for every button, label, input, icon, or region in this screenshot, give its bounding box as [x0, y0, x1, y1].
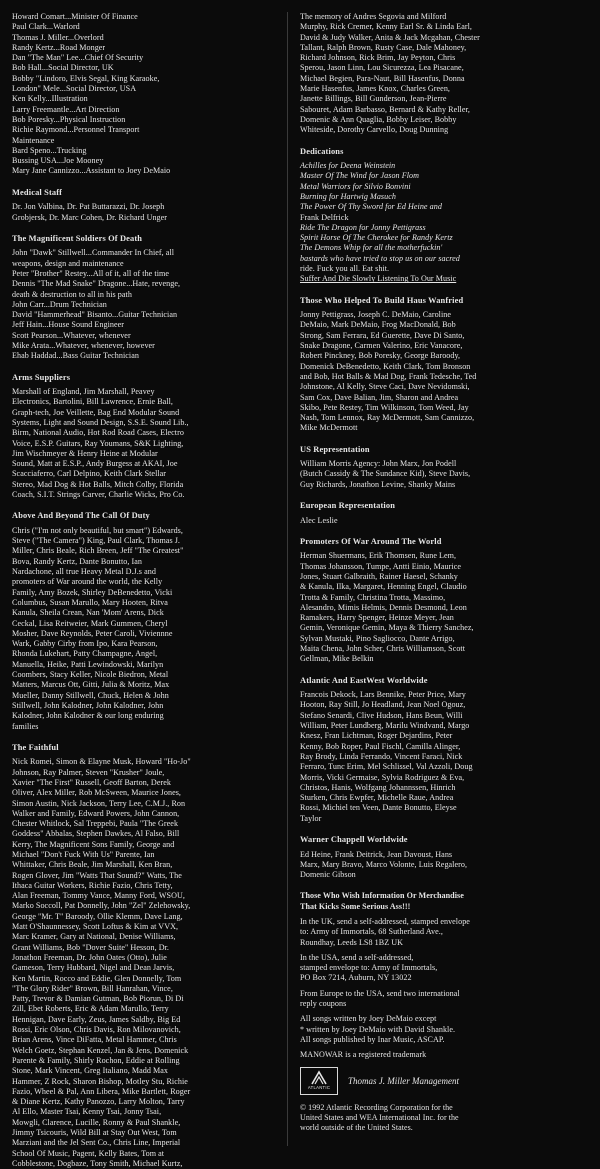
text-line: Sperou, Jason Linn, Lou Sicurezza, Lea Pisacane,	[300, 63, 464, 73]
text-line: Sturken, Chris Ewpfer, Michelle Raue, Andrea	[300, 793, 454, 803]
soldiers-section	[12, 234, 281, 362]
text-line: London" Mele...Social Director, USA	[12, 84, 137, 94]
text-line: Randy Kertz...Road Monger	[12, 42, 106, 52]
text-line: Brian Arens, Vince DiFatta, Metal Hammer, Chris	[12, 1035, 177, 1045]
text-line: DeMaio, Mark DeMaio, Frog MacDonald, Bob	[300, 320, 456, 330]
text-line: The Demons Whip for all the motherfuckin'	[300, 243, 443, 253]
text-line: Steve ("The Camera") King, Paul Clark, Thomas J.	[12, 536, 181, 546]
section-heading: The Magnificent Soldiers Of Death	[12, 233, 143, 243]
text-line: Whiteside, Dorothy Carvello, Doug Dunning	[300, 125, 449, 135]
text-line: David & Judy Walker, Anita & Jack Mcgahan, Chester	[300, 32, 480, 42]
text-line: weapons, design and maintenance	[12, 258, 124, 268]
text-line: ride. Fuck you all. Eat shit.	[300, 264, 390, 274]
text-line: Domenick DeBenedetto, Keith Clark, Tom Bronson	[300, 361, 471, 371]
text-line: Dan "The Man" Lee...Chief Of Security	[12, 53, 144, 63]
text-line: Jimmy Tsicouris, Wild Bill at Stay Out West, Tom	[12, 1128, 177, 1137]
text-line: Kerry, The Magnificent Sons Family, George and	[12, 839, 175, 849]
text-line: Marx, Mary Bravo, Marco Volonte, Luis Regalero,	[300, 859, 468, 869]
text-line: Maita Chena, John Scher, Chris Williamson, Scott	[300, 644, 466, 654]
text-line: Bussing USA...Joe Mooney	[12, 156, 104, 166]
text-line: & Kanula, Ilka, Margaret, Henning Engel, Claudio	[300, 582, 467, 592]
text-line: Hammer, Z Rock, Sharon Bishop, Motley Stu, Richie	[12, 1076, 188, 1086]
text-line: Hennigan, Dave Early, Zeus, James Saldby, Big Ed	[12, 1014, 181, 1024]
text-line: Xavier "The First" Russell, Geoff Barton, Derek	[12, 777, 171, 787]
text-line: Manuella, Heike, Patti Lewindowski, Marilyn	[12, 659, 164, 669]
text-line: Ferraro, Tunc Erim, Mel Schlissel, Val Azzoli, Doug	[300, 762, 473, 772]
management-logo: Thomas J. Miller Management	[348, 1075, 459, 1086]
european-representation-list	[300, 516, 590, 526]
text-line: Stone, Mark Vincent, Greg Italiano, Madd Max	[12, 1066, 168, 1076]
text-line: Mowgli, Clarence, Lucille, Ronny & Paul Shankle,	[12, 1117, 181, 1127]
text-line: Jeff Hain...House Sound Engineer	[12, 320, 125, 330]
text-line: Alan Freeman, Tommy Vance, Manny Ford, WSOU,	[12, 891, 185, 901]
text-line: Rhonda Lukehart, Patty Champagne, Angel,	[12, 649, 158, 659]
text-line: United States and WEA International Inc. for the	[300, 1112, 459, 1122]
above-beyond-section	[12, 511, 281, 731]
text-line: Family, Amy Bozek, Shirley DeBenedetto, Vicki	[12, 587, 173, 597]
text-line: John "Dawk" Stillwell...Commander In Chief, all	[12, 248, 175, 258]
soldiers-list	[12, 248, 281, 361]
promoters-section	[300, 537, 590, 665]
promoters-list	[300, 551, 590, 664]
text-line: Knesz, Fran Lichtman, Roger Dejardins, Peter	[300, 731, 453, 741]
text-line: "The Glory Rider" Brown, Bill Hanrahan, Vince,	[12, 983, 173, 993]
text-line: Marko Soccoll, Pat Donnelly, John "Zel" Zelehowsky,	[12, 901, 191, 911]
text-line: world outside of the United States.	[300, 1122, 413, 1132]
text-line: Nardachone, all true Heavy Metal D.J.s and	[12, 567, 156, 577]
text-line: From Europe to the USA, send two international	[300, 988, 460, 998]
text-line: John Carr...Drum Technician	[12, 299, 107, 309]
text-line: Rossi, Michiel ten Veen, Dante Bonutto, Eleyse	[300, 803, 457, 813]
faithful-list	[12, 757, 281, 1169]
text-line: Herman Shuermans, Erik Thomsen, Rune Lem,	[300, 551, 457, 561]
atlantic-eastwest-list	[300, 690, 590, 824]
text-line: Kenny, Bob Roper, Paul Fischl, Camilla Alinger,	[300, 741, 461, 751]
text-line: Systems, Light and Sound Design, S.S.E. Sound Lib.,	[12, 418, 189, 427]
text-line: Sylvan Mustaki, Pino Sagliocco, Dante Arrigo,	[300, 633, 455, 643]
text-line: Ride The Dragon for Jonny Pettigrass	[300, 222, 426, 232]
text-line: Paul Clark...Warlord	[12, 22, 80, 32]
text-line: Achilles for Deena Weinstein	[300, 161, 396, 171]
section-heading: Dedications	[300, 146, 344, 156]
text-line: Alesandro, Mimis Helmis, Dennis Desmond, Leon	[300, 602, 467, 612]
text-line: Electronics, Bartolini, Bill Lawrence, Ernie Ball,	[12, 397, 173, 407]
text-line: Hooton, Ray Still, Jo Headland, Jean Noel Ogouz,	[300, 700, 466, 710]
text-line: PO Box 7214, Auburn, NY 13022	[300, 973, 412, 983]
text-line: Ray Brody, Linda Ferrando, Vincent Faraci, Nick	[300, 751, 463, 761]
dedications-list	[300, 161, 590, 285]
text-line: Guy Richards, Jonathon Levine, Shanky Mains	[300, 479, 456, 489]
text-line: Metal Warriors for Silvio Bonvini	[300, 181, 411, 191]
text-line: © 1992 Atlantic Recording Corporation for the	[300, 1102, 453, 1112]
text-line: Trotta & Family, Christina Trotta, Massimo,	[300, 592, 446, 602]
text-line: Morris, Vicki Germaise, Sylvia Rodriguez & Eva,	[300, 772, 465, 782]
text-line: and Bob, Hot Balls & Mad Dog, Frank Tedesche, Ted	[300, 371, 477, 381]
atlantic-logo	[300, 1067, 338, 1095]
text-line: Rossi, Eric Olson, Chris Davis, Ron Milovanovich,	[12, 1025, 181, 1035]
text-line: families	[12, 721, 39, 731]
text-line: George "Mr. T" Baroody, Ollie Klemm, Dave Lang,	[12, 911, 183, 921]
text-line: (Butch Cassidy & The Sundance Kid), Steve Davis,	[300, 469, 471, 479]
text-line: bastards who have tried to stop us on our sacred	[300, 253, 460, 263]
text-line: Michael Begien, Para-Naut, Bill Hasenfus, Donna	[300, 73, 465, 83]
text-line: Ithaca Guitar Workers, Richie Fazio, Chris Tetty,	[12, 880, 173, 890]
text-line: Those Who Wish Information Or Merchandise	[300, 891, 464, 901]
text-line: David "Hammerhead" Bisanto...Guitar Technician	[12, 310, 178, 320]
section-heading: Those Who Helped To Build Haus Wanfried	[300, 295, 464, 305]
text-line: Miller, Chris Beale, Rich Breen, Jeff "The Greatest"	[12, 546, 184, 556]
text-line: Richard Johnson, Rick Brim, Jay Peyton, Chris	[300, 53, 456, 63]
merchandise-section	[300, 891, 590, 1132]
text-line: Al Ello, Master Tsai, Kenny Tsai, Jonny Tsai,	[12, 1107, 162, 1117]
text-line: Jones, Stuart Galbraith, Rainer Haesel, Schanky	[300, 571, 458, 581]
text-line: Sound, Matt at E.S.P., Andy Burgess at AKAI, Joe	[12, 459, 178, 469]
text-line: Stereo, Mad Dog & Hot Balls, Mitch Colby, Florida	[12, 479, 184, 489]
text-line: The memory of Andres Segovia and Milford	[300, 12, 447, 21]
text-line: Alec Leslie	[300, 515, 338, 525]
text-line: Stillwell, John Kalodner, John Kalodner, John	[12, 700, 164, 710]
text-line: Nash, Tom Lennox, Ray McDermott, Sam Cannizzo,	[300, 413, 475, 423]
text-line: promoters of War around the world, the Kelly	[12, 577, 163, 587]
faithful-section	[12, 743, 281, 1169]
text-line: Jonathon Freeman, Dr. John Oates (Otto), Julie	[12, 952, 167, 962]
text-line: Mary Jane Cannizzo...Assistant to Joey DeMaio	[12, 166, 171, 176]
text-line: Dr. Jon Valbina, Dr. Pat Buttarazzi, Dr. Joseph	[12, 202, 165, 212]
text-line: Kanula, Sheila Crean, Nan 'Mom' Arens, Dick	[12, 608, 164, 618]
text-line: Frank Delfrick	[300, 212, 349, 222]
section-heading: The Faithful	[12, 742, 59, 752]
text-line: Columbus, Susan Marullo, Mary Hooten, Ritva	[12, 597, 168, 607]
credits-list	[12, 12, 281, 177]
text-line: Howard Comart...Minister Of Finance	[12, 12, 138, 21]
text-line: Roundhay, Leeds LS8 1BZ UK	[300, 937, 404, 947]
uk-address	[300, 917, 590, 948]
copyright-notice	[300, 1103, 590, 1133]
text-line: Coach, S.I.T. Strings Carver, Charlie Wicks, Pro Co.	[12, 490, 185, 500]
text-line: Goddess" Abbalas, Stephen Dawkes, Al Falso, Bill	[12, 829, 180, 839]
text-line: Robert Pinckney, Bob Poresky, George Baroody,	[300, 351, 461, 361]
text-line: Gameson, Terry Hubbard, Nigel and Dean Jarvis,	[12, 963, 175, 973]
text-line: Zill, Ebet Roberts, Eric & Adam Marullo, Terry	[12, 1004, 169, 1014]
text-line: Johnson, Ray Palmer, Steven "Krusher" Joule,	[12, 767, 165, 777]
text-line: Bova, Randy Kertz, Dante Bonutto, Ian	[12, 556, 142, 566]
text-line: Rogen Glover, Jim "Watts That Sound?" Watts, The	[12, 870, 182, 880]
us-representation-section	[300, 445, 590, 490]
text-line: Welch Goetz, Stephan Kenzel, Jan & Jens, Domenick	[12, 1045, 189, 1055]
songwriting-note	[300, 1014, 590, 1045]
text-line: Ehab Haddad...Bass Guitar Technician	[12, 351, 139, 361]
above-beyond-list	[12, 526, 281, 732]
section-heading: Warner Chappell Worldwide	[300, 835, 408, 844]
text-line: Scacciaferro, Carl Delpino, Keith Clark Stellar	[12, 469, 167, 479]
text-line: Michael "Don't Fuck With Us" Parente, Ian	[12, 849, 155, 859]
text-line: Patty, Trevor & Damian Gutman, Bob Piorun, Di Di	[12, 994, 184, 1004]
text-line: Jim Wischmeyer & Henry Heine at Modular	[12, 448, 158, 458]
text-line: Francois Dekock, Lars Bennike, Peter Price, Mary	[300, 690, 466, 700]
text-line: Spirit Horse Of The Cherokee for Randy Kertz	[300, 233, 453, 243]
text-line: Parente & Family, Shirly Rochon, Eddie at Rolling	[12, 1055, 180, 1065]
section-heading: Medical Staff	[12, 187, 63, 197]
text-line: reply coupons	[300, 999, 347, 1009]
text-line: Ken Martin, Rocco and Eddie, Glen Donnelly, Tom	[12, 973, 182, 983]
text-line: Thomas Johansson, Tumpe, Antti Einio, Maurice	[300, 561, 461, 571]
europe-note	[300, 989, 590, 1010]
european-representation-section	[300, 501, 590, 526]
text-line: Fazio, Wheel & Pal, Ann Libera, Mike Bartlett, Roger	[12, 1086, 191, 1096]
text-line: Suffer And Die Slowly Listening To Our Music	[300, 274, 457, 284]
atlantic-wordmark: ATLANTIC	[307, 1085, 331, 1091]
section-heading: Above And Beyond The Call Of Duty	[12, 511, 150, 521]
text-line: to: Army of Immortals, 68 Sutherland Ave.,	[300, 927, 443, 937]
trademark-note: MANOWAR is a registered trademark	[300, 1050, 427, 1060]
text-line: Taylor	[300, 813, 322, 823]
text-line: stamped envelope to: Army of Immortals,	[300, 963, 438, 973]
text-line: Mosher, Dave Reynolds, Peter Caroli, Viviennne	[12, 628, 173, 638]
us-representation-list	[300, 459, 590, 490]
text-line: That Kicks Some Serious Ass!!!	[300, 901, 411, 911]
text-line: Chester Whitlock, Sal Treppebi, Paula "The Greek	[12, 819, 179, 829]
section-heading: Arms Suppliers	[12, 372, 71, 382]
text-line: Richie Raymond...Personnel Transport	[12, 125, 140, 135]
text-line: In the USA, send a self-addressed,	[300, 952, 414, 962]
logo-row	[300, 1067, 590, 1095]
text-line: Master Of The Wind for Jason Flom	[300, 171, 420, 181]
dedications-section	[300, 147, 590, 285]
text-line: Oliver, Alex Miller, Rob McSween, Maurice Jones,	[12, 788, 181, 798]
text-line: School Of Music, Pagent, Kelly Bates, Tom at	[12, 1148, 165, 1158]
text-line: Christos, Hanis, Wolfgang Johannssen, Hinrich	[300, 782, 456, 792]
section-heading: US Representation	[300, 444, 370, 454]
text-line: Walker and Family, Edward Powers, John Cannon,	[12, 808, 180, 818]
memory-list	[300, 12, 590, 136]
haus-wanfried-section	[300, 296, 590, 434]
text-line: Kalodner, John Kalodner & our long enduring	[12, 711, 164, 721]
text-line: Dennis "The Mad Snake" Dragone...Hate, revenge,	[12, 279, 181, 289]
text-line: & Diane Kertz, Kathy Panozzo, Larry Molton, Tarry	[12, 1097, 185, 1107]
text-line: Chris ("I'm not only beautiful, but smart") Edwards,	[12, 525, 183, 535]
text-line: Ramakers, Harry Spenger, Heinze Meyer, Jean	[300, 613, 454, 623]
text-line: Bard Speno...Trucking	[12, 145, 87, 155]
text-line: Burning for Hartwig Masuch	[300, 191, 396, 201]
merchandise-heading	[300, 891, 590, 912]
text-line: Peter "Brother" Restey...All of it, all of the time	[12, 268, 169, 278]
arms-suppliers-section	[12, 373, 281, 501]
arms-suppliers-list	[12, 387, 281, 500]
text-line: Gemin, Veronique Gemin, Maya & Thierry Sanchez,	[300, 623, 474, 633]
text-line: Simon Austin, Nick Jackson, Terry Lee, C.M.J., Ron	[12, 798, 186, 808]
text-line: All songs written by Joey DeMaio except	[300, 1014, 437, 1024]
text-line: Maintenance	[12, 135, 55, 145]
text-line: Grobjersk, Dr. Marc Cohen, Dr. Richard Unger	[12, 212, 168, 222]
text-line: Whittaker, Chris Beale, Jim Marshall, Ken Bran,	[12, 860, 173, 870]
memory-section	[300, 12, 590, 136]
text-line: Ceckal, Lisa Reitweier, Mark Gummen, Cheryl	[12, 618, 168, 628]
text-line: Sabouret, Adam Barbasso, Bernard & Kathy Reller,	[300, 104, 470, 114]
text-line: Ed Heine, Frank Deitrick, Jean Davoust, Hans	[300, 849, 453, 859]
section-heading: Atlantic And EastWest Worldwide	[300, 675, 428, 685]
text-line: Domenic Gibson	[300, 870, 356, 880]
text-line: Stefano Senardi, Clive Hudson, Hans Beun, Willi	[300, 710, 463, 720]
text-line: Bob Poresky...Physical Instruction	[12, 114, 126, 124]
text-line: Mueller, Danny Stillwell, Chuck, Helen & John	[12, 690, 169, 700]
text-line: Mike McDermott	[300, 423, 358, 433]
atlantic-eastwest-section	[300, 676, 590, 824]
text-line: William Morris Agency: John Marx, Jon Podell	[300, 459, 457, 469]
text-line: Snake Dragone, Carmen Valerino, Eric Vanacore,	[300, 341, 463, 351]
usa-address	[300, 953, 590, 984]
text-line: All songs published by Inar Music, ASCAP.	[300, 1034, 445, 1044]
medical-staff-list	[12, 202, 281, 223]
text-line: The Power Of Thy Sword for Ed Heine and	[300, 202, 442, 212]
text-line: Cobblestone, Dogbaze, Tony Smith, Michael Kurtz,	[12, 1158, 183, 1168]
text-line: Matt O'Shaunnessey, Scott Loftus & Kim at VVX,	[12, 922, 179, 932]
text-line: Gellman, Mike Belkin	[300, 654, 374, 664]
text-line: William, Peter Lundberg, Marilu Windvand, Margo	[300, 721, 470, 731]
text-line: Coombers, Stacy Keller, Nicole Biedron, Metal	[12, 670, 169, 680]
haus-wanfried-list	[300, 310, 590, 434]
text-line: In the UK, send a self-addressed, stamped envelope	[300, 916, 470, 926]
medical-staff-section	[12, 188, 281, 223]
text-line: death & destruction to all in his path	[12, 289, 132, 299]
text-line: Mike Arata...Whatever, whenever, however	[12, 341, 155, 351]
section-heading: European Representation	[300, 501, 396, 511]
text-line: Janette Billings, Bill Gunderson, Jean-Pierre	[300, 94, 447, 104]
text-line: Matters, Marcus Ott, Gitti, Julia & Moritz, Max	[12, 680, 170, 690]
text-line: Tallant, Ralph Brown, Rusty Case, Dale Mahoney,	[300, 42, 467, 52]
left-column	[12, 12, 288, 1168]
text-line: Wark, Gabby Cirby from Ipo, Kara Pearson,	[12, 639, 158, 649]
atlantic-a-icon	[310, 1071, 328, 1085]
credits-section	[12, 12, 281, 177]
text-line: Bobby "Lindoro, Elvis Segal, King Karaoke,	[12, 73, 160, 83]
text-line: Bob Hall...Social Director, UK	[12, 63, 114, 73]
text-line: Johnstone, Al Kelly, Steve Caci, Dave Nevidomski,	[300, 382, 470, 392]
text-line: Murphy, Rick Cremer, Kenny Earl Sr. & Linda Earl,	[300, 22, 472, 32]
text-line: Sam Cox, Dave Balian, Jim, Sharon and Andrea	[300, 392, 459, 402]
right-column	[300, 12, 590, 1146]
text-line: Marshall of England, Jim Marshall, Peavey	[12, 387, 155, 397]
text-line: Grant Williams, Bob "Dover Suite" Hesson, Dr.	[12, 942, 169, 952]
text-line: Graph-tech, Joe Veillette, Bag End Modular Sound	[12, 407, 180, 417]
text-line: Nick Romei, Simon & Elayne Musk, Howard "Ho-Jo"	[12, 757, 191, 767]
text-line: Skibo, Pete Restey, Tim Wilkinson, Tom Weed, Jay	[300, 402, 469, 412]
text-line: Jonny Pettigrass, Joseph C. DeMaio, Caroline	[300, 310, 452, 320]
text-line: Thomas J. Miller...Overlord	[12, 32, 104, 42]
text-line: Marc Kramer, Gary at National, Denise Williams,	[12, 932, 176, 942]
text-line: Larry Freemantle...Art Direction	[12, 104, 120, 114]
text-line: Marie Hasenfus, James Knox, Charles Green,	[300, 84, 450, 94]
text-line: Domenic & Ann Quaglia, Bobby Leiser, Bobby	[300, 114, 457, 124]
text-line: Strong, Sam Ferrara, Ed Guerette, Dave Di Santo,	[300, 330, 465, 340]
text-line: Voice, E.S.P. Guitars, Ray Youmans, S&K Lighting,	[12, 438, 184, 448]
text-line: Marziani and the Jel Sent Co., Chris Line, Imperial	[12, 1138, 181, 1148]
text-line: Birm, National Audio, Hot Rod Road Cases, Electro	[12, 428, 184, 438]
text-line: * written by Joey DeMaio with David Shankle.	[300, 1024, 456, 1034]
text-line: Ken Kelly...Illustration	[12, 94, 88, 104]
section-heading: Promoters Of War Around The World	[300, 536, 442, 546]
warner-chappell-section	[300, 835, 590, 880]
warner-chappell-list	[300, 850, 590, 881]
text-line: Scott Pearson...Whatever, whenever	[12, 330, 131, 340]
